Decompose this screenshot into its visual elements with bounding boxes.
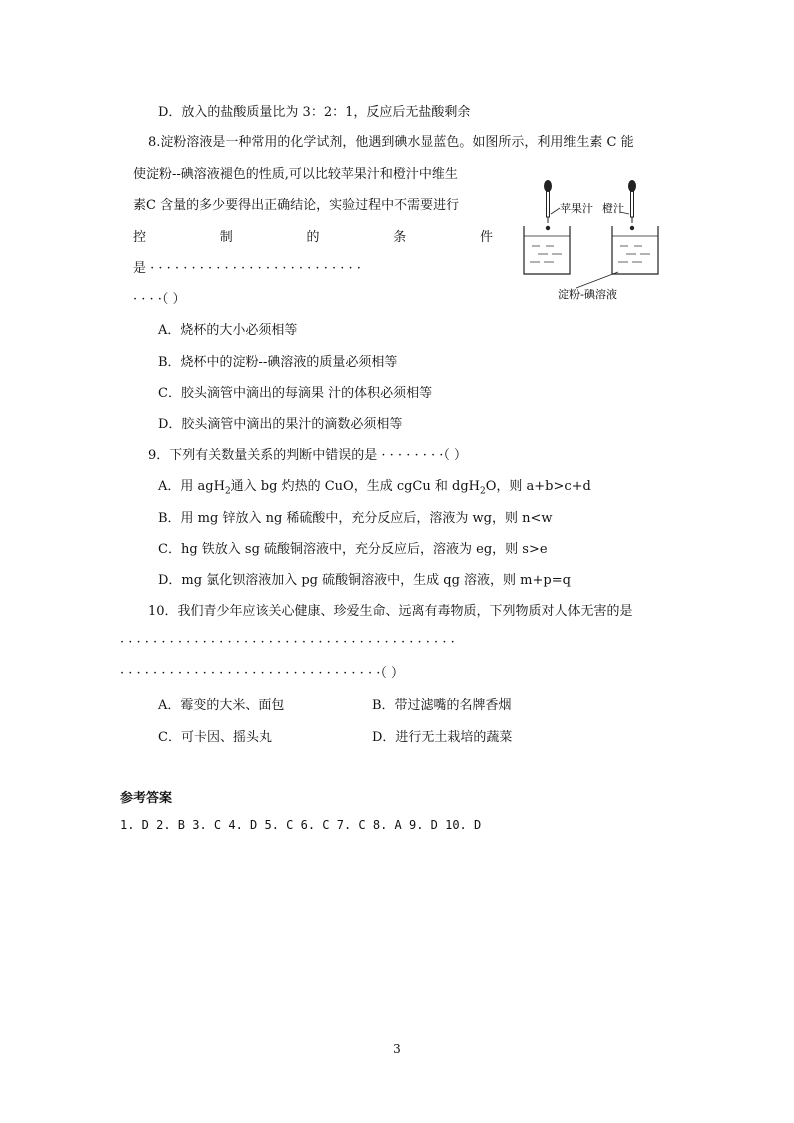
answers-title: 参考答案 (120, 791, 173, 806)
q10-stem: 10．我们青少年应该关心健康、珍爱生命、远离有毒物质，下列物质对人体无害的是 (148, 604, 633, 619)
q8-option-c: C．胶头滴管中滴出的每滴果 汁的体积必须相等 (158, 386, 433, 401)
q8-option-d: D．胶头滴管中滴出的果汁的滴数必须相等 (158, 417, 403, 432)
answers-list: 1. D 2. B 3. C 4. D 5. C 6. C 7. C 8. A 9. D 10. D (120, 818, 482, 832)
q10-option-b: B．带过滤嘴的名牌香烟 (372, 698, 512, 713)
q8-char: 件 (479, 230, 493, 245)
beaker-diagram (518, 176, 668, 304)
q8-stem-line1: 8.淀粉溶液是一种常用的化学试剂，他遇到碘水显蓝色。如图所示，利用维生素 C 能 (148, 135, 634, 150)
orange-juice-label: 橙汁 (602, 202, 624, 215)
q10-option-d: D．进行无土栽培的蔬菜 (372, 730, 513, 745)
left-beaker (524, 226, 570, 274)
starch-iodine-caption: 淀粉-碘溶液 (558, 288, 617, 301)
q8-char: 的 (306, 230, 320, 245)
left-dropper (544, 180, 560, 230)
q8-stem-line6: · · · ·（ ） (133, 292, 186, 307)
q8-stem-line5: 是 · · · · · · · · · · · · · · · · · · · · · · · · · · (133, 261, 361, 276)
q9-option-b: B．用 mg 锌放入 ng 稀硫酸中，充分反应后，溶液为 wg，则 n<w (158, 511, 553, 526)
beaker-figure (518, 176, 668, 304)
apple-juice-label: 苹果汁 (560, 202, 593, 215)
q8-stem-line2: 使淀粉--碘溶液褪色的性质,可以比较苹果汁和橙汁中维生 (133, 167, 458, 182)
q10-dots-line2: · · · · · · · · · · · · · · · · · · · · · · · · · · · · · · · ·（ ） (120, 666, 404, 681)
page-number: 3 (393, 1042, 401, 1056)
q8-char: 控 (133, 230, 147, 245)
q8-option-b: B．烧杯中的淀粉--碘溶液的质量必须相等 (158, 355, 398, 370)
q8-stem-line4 (133, 229, 493, 247)
subscript: 2 (480, 486, 486, 497)
q9-stem: 9．下列有关数量关系的判断中错误的是 · · · · · · · ·（ ） (148, 448, 468, 463)
q7-option-d: D．放入的盐酸质量比为 3：2：1，反应后无盐酸剩余 (158, 105, 471, 120)
q9-option-a (158, 478, 591, 501)
q9-option-a-part: 通入 bg 灼热的 CuO，生成 cgCu 和 dgH (230, 479, 480, 494)
q10-option-a: A．霉变的大米、面包 (158, 698, 285, 713)
right-beaker (612, 226, 658, 274)
q10-dots-line1: · · · · · · · · · · · · · · · · · · · · · · · · · · · · · · · · · · · · · · · · · (120, 635, 455, 650)
q8-char: 条 (393, 230, 407, 245)
q9-option-a-part: A．用 agH (158, 479, 225, 494)
q8-char: 制 (219, 230, 233, 245)
q8-option-a: A．烧杯的大小必须相等 (158, 323, 298, 338)
q10-option-c: C．可卡因、摇头丸 (158, 730, 272, 745)
q8-stem-line3: 素C 含量的多少要得出正确结论，实验过程中不需要进行 (133, 198, 460, 213)
q9-option-d: D．mg 氯化钡溶液加入 pg 硫酸铜溶液中，生成 qg 溶液，则 m+p=q (158, 573, 571, 588)
q9-option-a-part: O，则 a+b>c+d (485, 479, 591, 494)
subscript: 2 (224, 486, 231, 497)
q9-option-c: C．hg 铁放入 sg 硫酸铜溶液中，充分反应后，溶液为 eg，则 s>e (158, 542, 548, 557)
